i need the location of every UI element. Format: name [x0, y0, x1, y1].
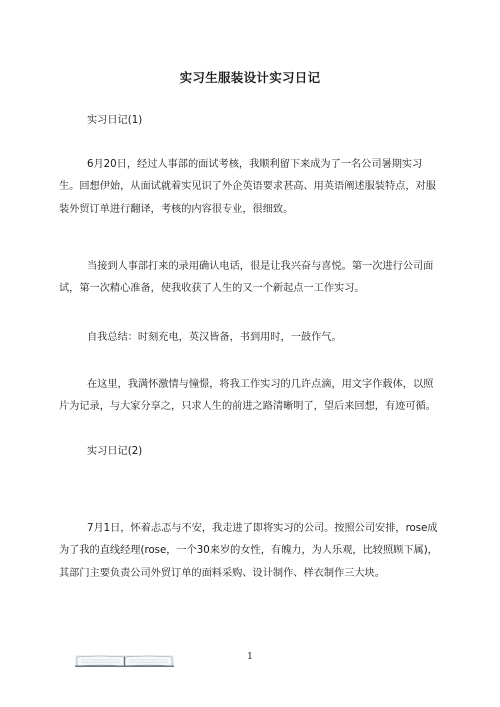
section-heading-1: 实习日记(1): [87, 115, 143, 126]
paragraph: 7月1日，怀着忐忑与不安，我走进了即将实习的公司。按照公司安排，rose成为了我的直线经理(rose，一个30来岁的女性，有魄力，为人乐观，比较照顾下属)，其部门主要负责公司外贸订单的面料采购、设计制作、样衣制作三大块。: [59, 523, 438, 579]
document-title: 实习生服装设计实习日记: [179, 70, 321, 85]
paragraph: 当接到人事部打来的录用确认电话，很是让我兴奋与喜悦。第一次进行公司面试，第一次精心准备，使我收获了人生的又一个新起点一工作实习。: [59, 261, 434, 295]
page-number: 1: [247, 652, 253, 662]
paragraph: 自我总结：时刻充电，英汉皆备，书到用时，一鼓作气。: [87, 332, 342, 343]
section-heading-2: 实习日记(2): [87, 446, 143, 457]
paragraph: 在这里，我满怀激情与憧憬，将我工作实习的几许点滴，用文字作载体，以照片为记录，与大家分享之，只求人生的前进之路清晰明了，望后来回想，有迹可循。: [59, 379, 436, 413]
paragraph: 6月20日，经过人事部的面试考核，我顺利留下来成为了一名公司暑期实习生。回想伊始，从面试就着实见识了外企英语要求甚高、用英语阐述服装特点，对服装外贸订单进行翻译，考核的内容很专业，很细致。: [59, 159, 436, 215]
